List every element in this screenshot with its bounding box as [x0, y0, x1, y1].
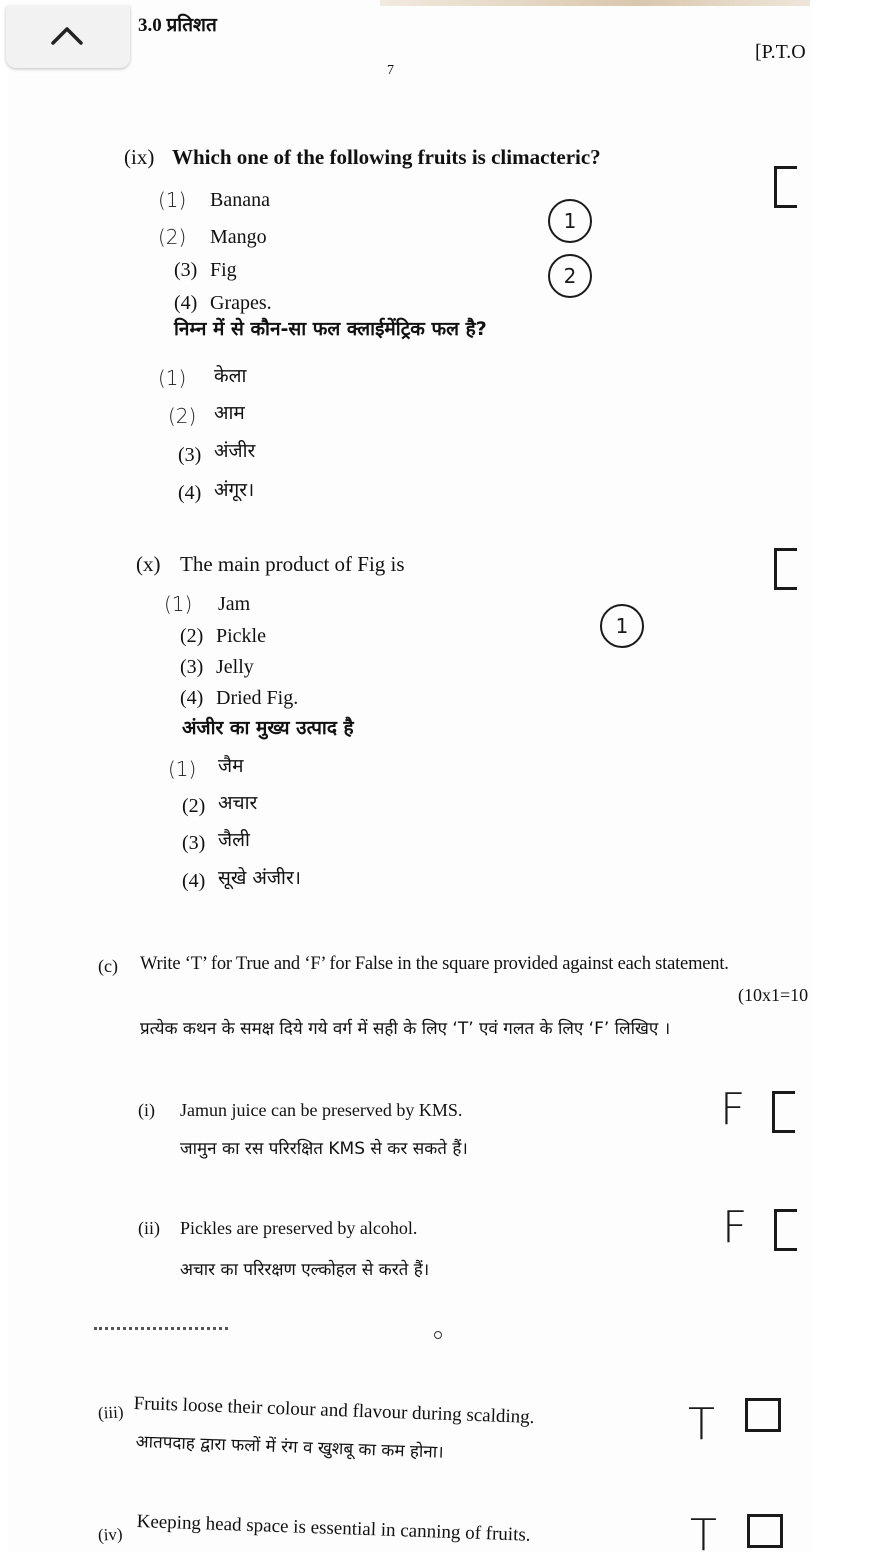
q10-option-num-1: (1)	[164, 592, 193, 616]
statement-4-text: Keeping head space is essential in canning of fruits.	[136, 1511, 531, 1546]
q9-option-num-1: (1)	[158, 188, 187, 212]
section-c-instruction: Write ‘T’ for True and ‘F’ for False in the square provided against each statement.	[140, 954, 729, 974]
q9-option-2: Mango	[210, 226, 267, 248]
statement-3-answer: T	[688, 1399, 715, 1450]
q9-option-hi-3: अंजीर	[214, 440, 256, 462]
statement-1-number: (i)	[138, 1100, 155, 1120]
statement-4-answer: T	[690, 1510, 717, 1561]
q9-question-hi: निम्न में से कौन-सा फल क्लाईमेंट्रिक फल है?	[174, 318, 487, 340]
q9-option-num-2: (2)	[158, 225, 187, 249]
q10-question: The main product of Fig is	[180, 552, 405, 576]
q9-option-hi-num-2: (2)	[168, 404, 197, 428]
q10-number: (x)	[136, 552, 161, 576]
section-c-label: (c)	[98, 956, 118, 976]
statement-1-answer: F	[720, 1084, 746, 1135]
q10-question-hi: अंजीर का मुख्य उत्पाद है	[182, 717, 354, 739]
statement-3-answer-box[interactable]	[745, 1398, 781, 1432]
q10-option-hi-1: जैम	[218, 755, 244, 777]
q10-option-hi-num-3: (3)	[182, 832, 206, 854]
q9-question: Which one of the following fruits is climacteric?	[172, 145, 601, 169]
previous-question-fragment: 3.0 प्रतिशत	[138, 15, 217, 36]
q10-option-hi-4: सूखे अंजीर।	[218, 867, 301, 889]
q10-option-hi-3: जैली	[218, 829, 250, 851]
statement-2-answer: F	[722, 1202, 748, 1253]
q9-answer-circle-2: 2	[548, 254, 592, 298]
q9-number: (ix)	[124, 145, 155, 169]
statement-1-text: Jamun juice can be preserved by KMS.	[180, 1100, 463, 1120]
q9-option-hi-2: आम	[214, 402, 245, 424]
page-number: 7	[387, 63, 394, 78]
statement-3-text-hi: आतपदाह द्वारा फलों में रंग व खुशबू का कम होना।	[135, 1432, 444, 1463]
q9-option-3: Fig	[210, 259, 237, 281]
section-c-instruction-hi: प्रत्येक कथन के समक्ष दिये गये वर्ग में सही के लिए ‘T’ एवं गलत के लिए ‘F’ लिखिए ।	[140, 1019, 671, 1039]
pto-note: [P.T.O	[755, 41, 806, 63]
q10-option-num-2: (2)	[180, 625, 204, 647]
q9-option-hi-num-1: (1)	[158, 366, 187, 390]
q9-option-num-4: (4)	[174, 292, 198, 314]
statement-2-text: Pickles are preserved by alcohol.	[180, 1218, 418, 1238]
q9-option-hi-4: अंगूर।	[214, 479, 255, 501]
q10-option-hi-2: अचार	[218, 792, 258, 814]
q10-option-num-3: (3)	[180, 656, 204, 678]
statement-4-answer-box[interactable]	[747, 1514, 783, 1548]
statement-4-number: (iv)	[97, 1524, 124, 1545]
statement-2-number: (ii)	[138, 1218, 160, 1238]
q9-option-1: Banana	[210, 189, 270, 211]
q10-answer-circle-1: 1	[600, 604, 644, 648]
q10-option-3: Jelly	[216, 656, 254, 678]
q9-option-4: Grapes.	[210, 292, 272, 314]
section-c-marks: (10x1=10	[738, 985, 809, 1005]
q10-option-num-4: (4)	[180, 687, 204, 709]
q9-answer-circle-1: 1	[548, 199, 592, 243]
q9-option-hi-num-3: (3)	[178, 444, 202, 466]
q10-option-1: Jam	[218, 593, 251, 615]
q9-option-hi-num-4: (4)	[178, 482, 202, 504]
statement-2-text-hi: अचार का परिरक्षण एल्कोहल से करते हैं।	[180, 1260, 430, 1280]
q10-option-hi-num-1: (1)	[168, 757, 197, 781]
q10-option-hi-num-2: (2)	[182, 795, 206, 817]
statement-1-text-hi: जामुन का रस परिरक्षित KMS से कर सकते हैं।	[180, 1139, 468, 1159]
q10-option-4: Dried Fig.	[216, 687, 299, 709]
q10-option-2: Pickle	[216, 625, 266, 647]
q9-option-hi-1: केला	[214, 365, 247, 387]
statement-3-number: (iii)	[97, 1402, 124, 1423]
q10-option-hi-num-4: (4)	[182, 870, 206, 892]
q9-option-num-3: (3)	[174, 259, 198, 281]
statement-3-text: Fruits loose their colour and flavour during scalding.	[133, 1393, 535, 1428]
